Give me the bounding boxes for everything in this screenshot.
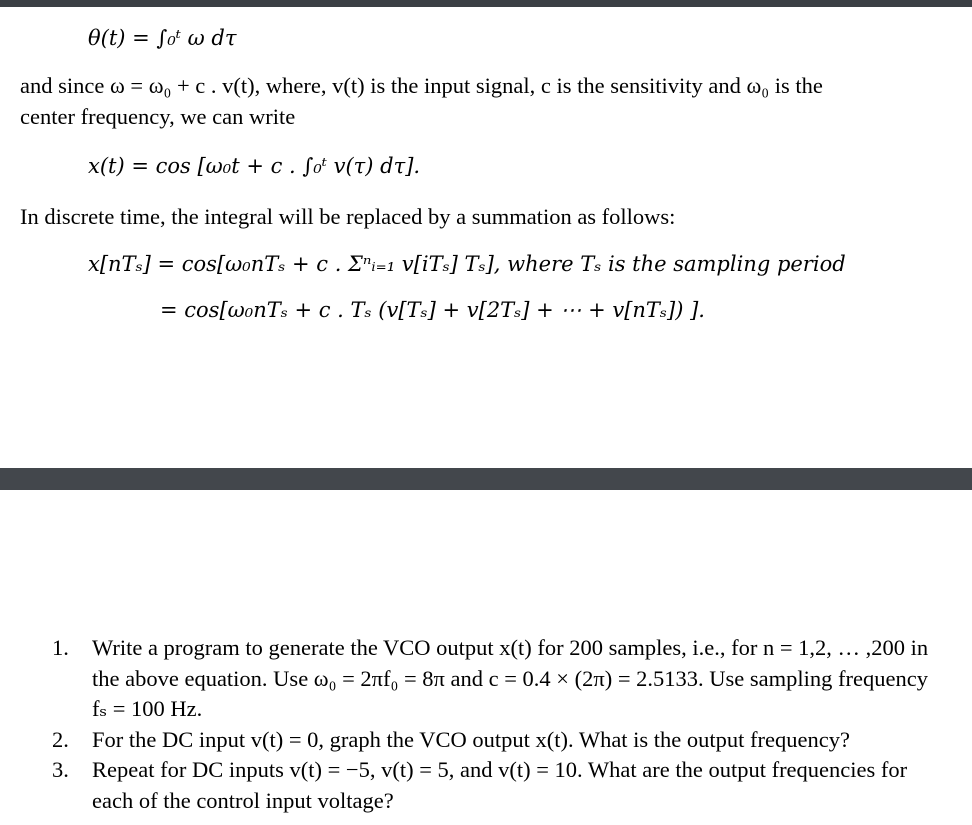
task-item [52,725,952,756]
page-break-divider [0,468,972,490]
task-text: Write a program to generate the VCO output x(t) for 200 samples, i.e., for n = 1,2, … ,200 in the above equation. Use ω₀ = 2πf₀ = 8π and c = 0.4 × (2π) = 2.5133. Use sampling frequency fₛ = 100 Hz. [92,635,929,721]
since-paragraph-line1: and since ω = ω₀ + c . v(t), where, v(t) is the input signal, c is the sensitivity and ω₀ is the [20,73,823,98]
x-continuous-equation: x(t) = cos [ω₀t + c . ∫₀ᵗ v(τ) dτ]. [88,154,421,178]
theta-equation: θ(t) = ∫₀ᵗ ω dτ [88,26,237,50]
task-list [52,633,952,816]
task-text: For the DC input v(t) = 0, graph the VCO output x(t). What is the output frequency? [92,726,850,752]
task-number: 1. [52,635,69,660]
x-discrete-equation-line1: x[nTₛ] = cos[ω₀nTₛ + c . Σⁿᵢ₌₁ v[iTₛ] Tₛ], where Tₛ is the sampling period [88,252,846,276]
x-discrete-equation-line2: = cos[ω₀nTₛ + c . Tₛ (v[Tₛ] + v[2Tₛ] + ⋯ + v[nTₛ]) ]. [160,298,705,322]
since-paragraph-line2: center frequency, we can write [20,104,296,129]
task-number: 3. [52,757,69,782]
page-top-divider [0,0,972,7]
task-item [52,633,952,725]
task-number: 2. [52,726,69,752]
task-item [52,755,952,816]
discrete-intro-paragraph: In discrete time, the integral will be replaced by a summation as follows: [20,204,676,229]
task-text: Repeat for DC inputs v(t) = −5, v(t) = 5, and v(t) = 10. What are the output frequencies for each of the control input voltage? [92,757,908,813]
